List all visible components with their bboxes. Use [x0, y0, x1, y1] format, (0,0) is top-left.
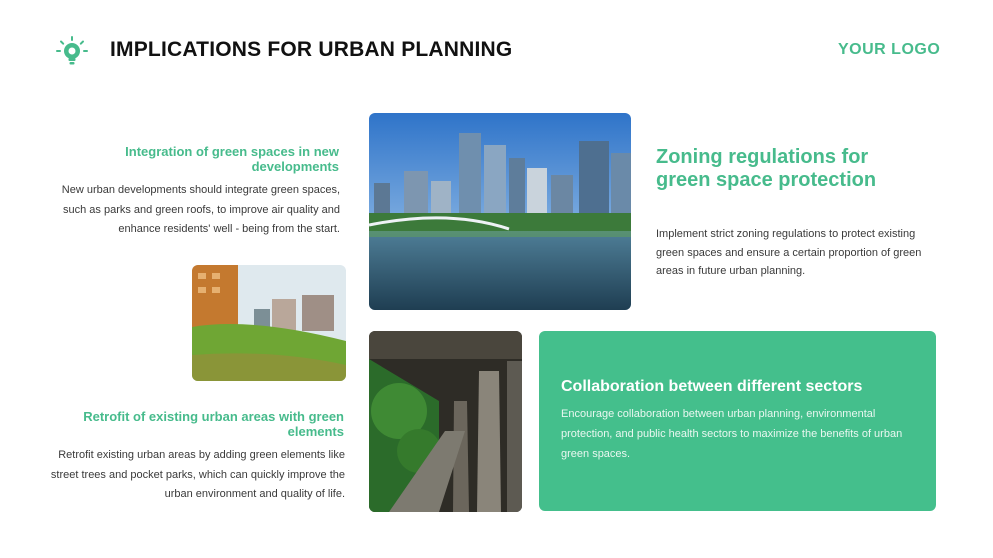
collaboration-card	[539, 331, 936, 511]
integration-heading: Integration of green spaces in new developments	[125, 144, 339, 174]
retrofit-body: Retrofit existing urban areas by adding green elements like street trees and pocket parks, which can quickly improve the urban environment and quality of life.	[50, 449, 345, 500]
integration-body: New urban developments should integrate green spaces, such as parks and green roofs, to improve air quality and enhance residents' well - being from the start.	[61, 184, 340, 235]
lightbulb-icon	[55, 35, 89, 69]
page-title: IMPLICATIONS FOR URBAN PLANNING	[110, 38, 513, 61]
retrofit-heading: Retrofit of existing urban areas with green elements	[83, 409, 344, 439]
zoning-body: Implement strict zoning regulations to protect existing green spaces and ensure a certain proportion of green areas in future urban planning.	[656, 228, 922, 277]
city-skyline-photo	[369, 113, 631, 310]
collaboration-body: Encourage collaboration between urban planning, environmental protection, and public health sectors to maximize the benefits of urban green spaces.	[561, 408, 903, 460]
zoning-heading: Zoning regulations for green space protection	[656, 146, 877, 191]
collaboration-heading: Collaboration between different sectors	[561, 378, 863, 395]
park-photo	[192, 265, 346, 381]
walkway-photo	[369, 331, 522, 512]
logo-text: YOUR LOGO	[838, 41, 941, 58]
